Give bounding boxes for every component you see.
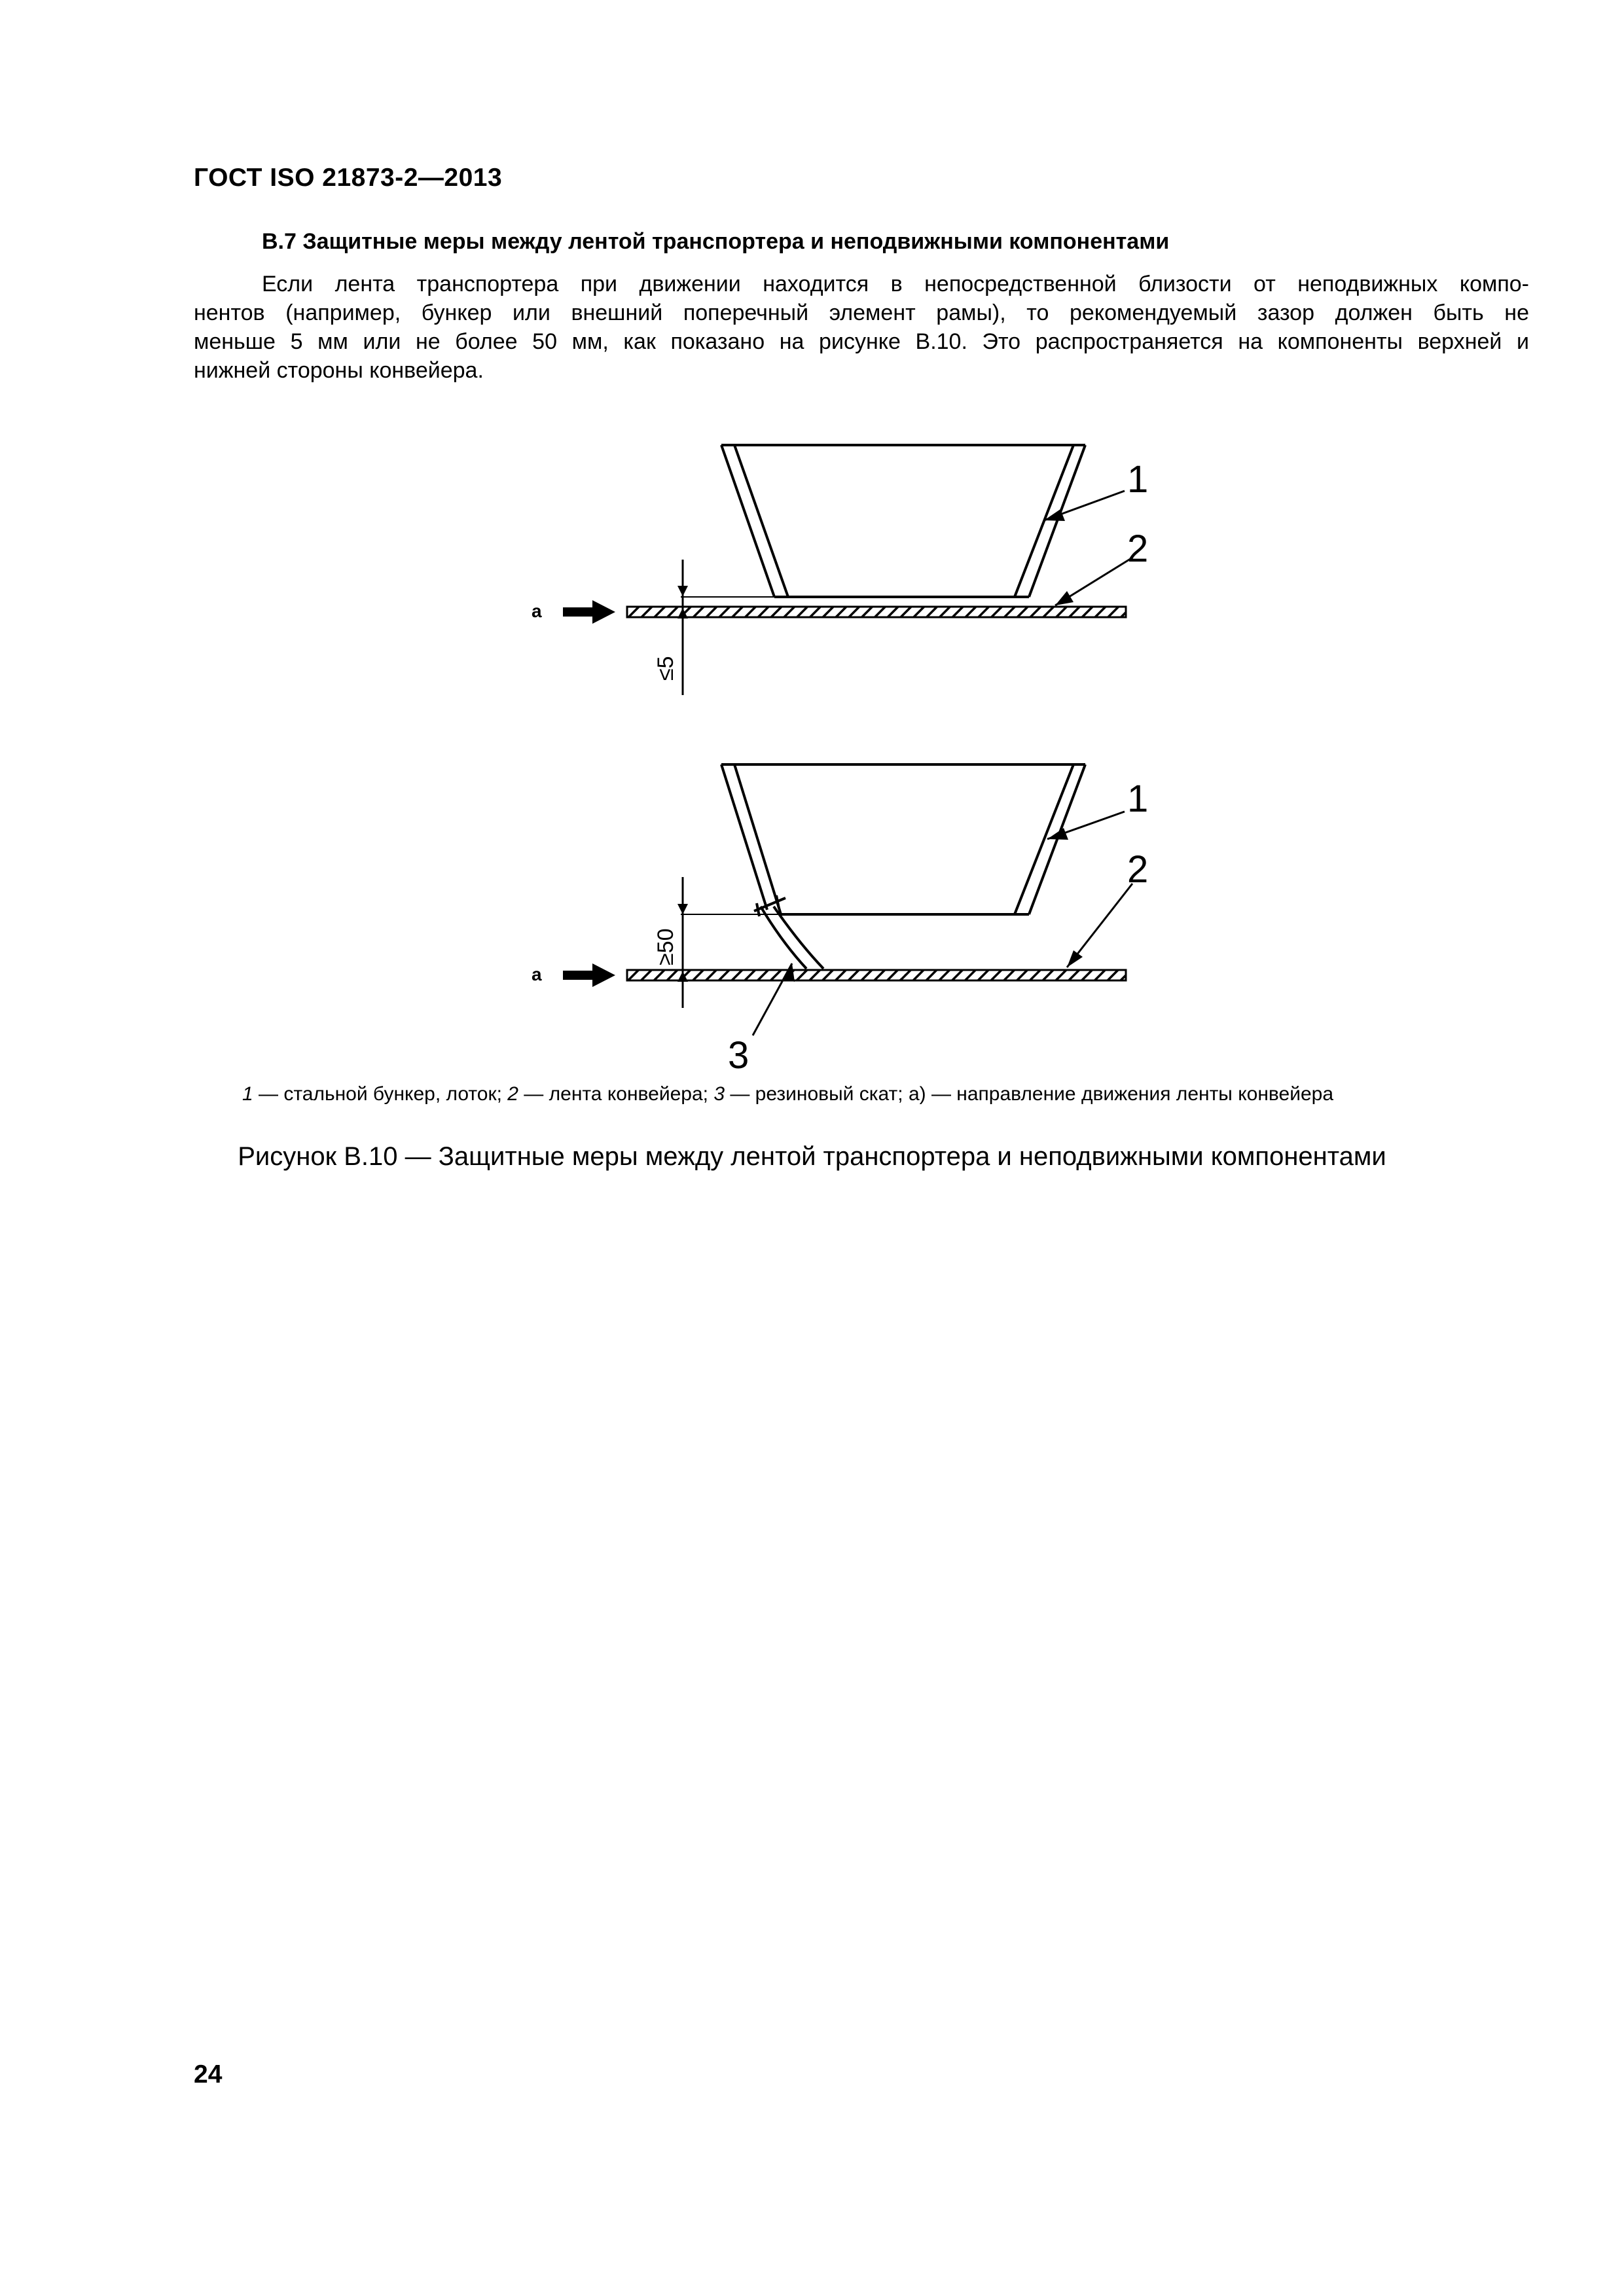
legend-text: — резиновый скат; а) — направление движения ленты конвейера [725,1083,1334,1105]
hopper-left-wall-inner [734,445,788,597]
section-title: B.7 Защитные меры между лентой транспортера и неподвижными компонентами [262,229,1170,254]
hopper-left-wall-inner [734,764,781,914]
legend-text: — стальной бункер, лоток; [253,1083,508,1105]
label-a-top: a [532,601,542,621]
conveyor-belt-top [627,607,1126,617]
legend-text: — лента конвейера; [518,1083,714,1105]
callout-1-bottom: 1 [1127,778,1149,820]
label-a-bottom: a [532,964,542,984]
legend-number: 1 [242,1083,253,1105]
direction-arrow-top [563,600,615,624]
hopper-left-wall-outer [721,445,774,597]
paragraph-line: нижней стороны конвейера. [194,358,484,383]
figure-legend [242,1083,1453,1105]
leader-lines-bottom [753,812,1132,1035]
callout-2-top: 2 [1127,528,1149,570]
document-header: ГОСТ ISO 21873-2—2013 [194,164,503,192]
dimension-gap-top [627,560,785,695]
bottom-diagram [532,764,1148,1077]
hopper-bottom-view [721,764,1085,914]
leader-arrow-2-top [1055,591,1074,605]
hopper-right-wall-outer [1029,445,1085,597]
paragraph-line: нентов (например, бункер или внешний поперечный элемент рамы), то рекомендуемый зазор должен быть не [194,300,1529,325]
leader-lines-top [1044,491,1132,605]
hopper-top [721,445,1085,597]
hopper-right-wall-inner [1015,445,1074,597]
legend-number: 2 [507,1083,518,1105]
dimension-label-bottom: ≥50 [653,928,678,965]
callout-2-bottom: 2 [1127,848,1149,891]
page-number: 24 [194,2060,223,2089]
dimension-label-top: ≤5 [653,656,678,681]
paragraph-line: Если лента транспортера при движении находится в непосредственной близости от неподвижных компо- [262,272,1529,296]
leader-arrow-1-bottom [1047,828,1068,840]
rubber-skirt [754,895,823,969]
hopper-right-wall-outer [1029,764,1085,914]
hopper-left-wall-outer [721,764,767,910]
figure-caption: Рисунок B.10 — Защитные меры между лентой транспортера и неподвижными компонентами [238,1142,1386,1171]
callout-3-bottom: 3 [728,1034,749,1077]
conveyor-belt-bottom [627,970,1126,980]
legend-number: 3 [713,1083,725,1105]
callout-1-top: 1 [1127,458,1149,501]
top-diagram [532,445,1148,695]
leader-arrow-2-bottom [1067,950,1083,967]
paragraph-line: меньше 5 мм или не более 50 мм, как показано на рисунке B.10. Это распространяется на компоненты верхней и [194,329,1529,354]
direction-arrow-bottom [563,963,615,987]
